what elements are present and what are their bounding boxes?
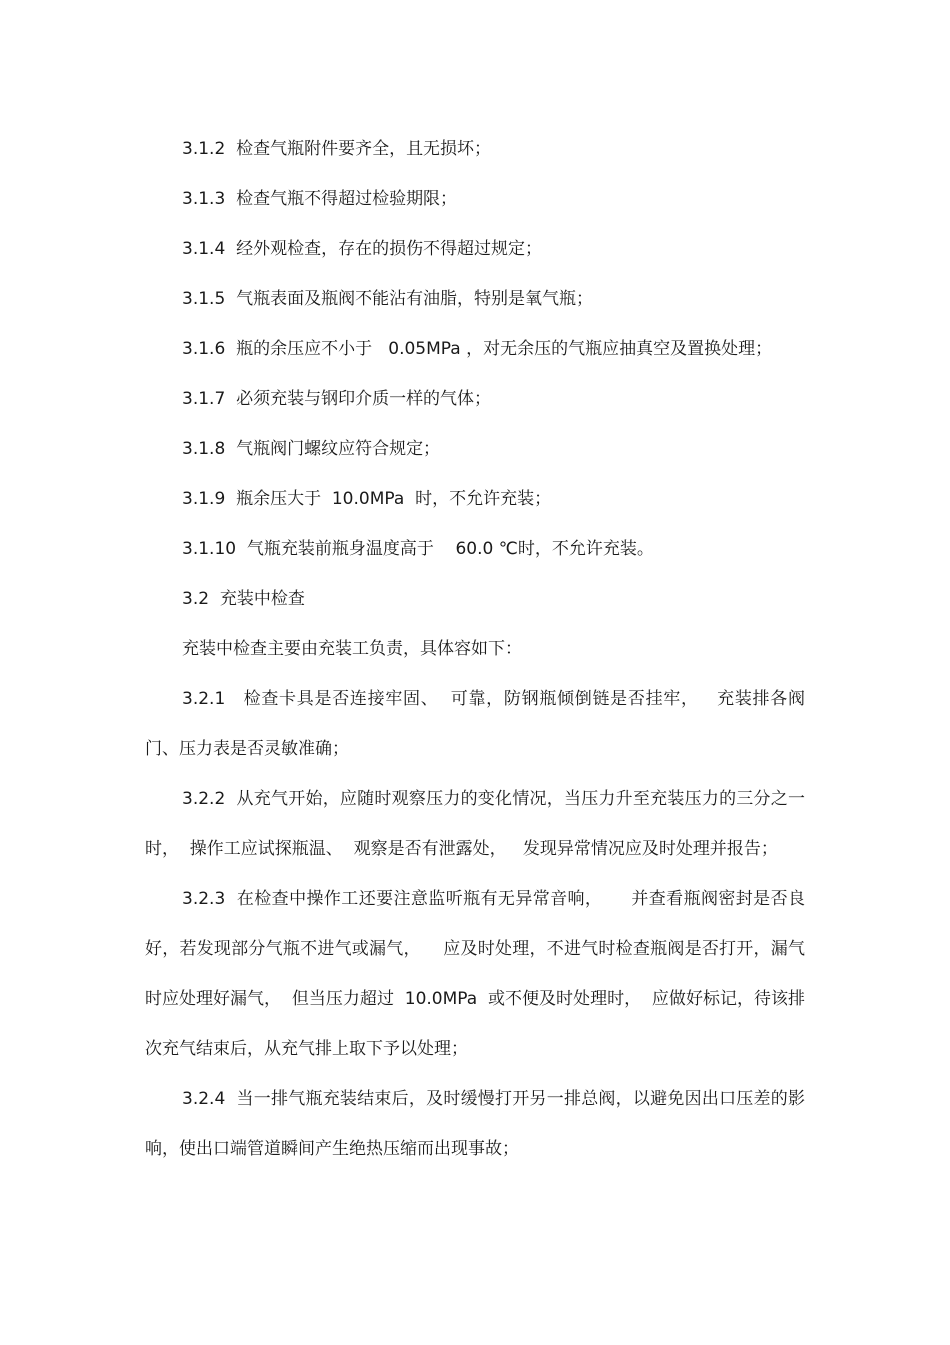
paragraph-3-2-3 — [145, 874, 805, 1074]
paragraph-3-1-3 — [145, 174, 805, 224]
paragraph-3-1-2 — [145, 124, 805, 174]
section-intro — [145, 624, 805, 674]
paragraph-3-2-4 — [145, 1074, 805, 1174]
paragraph-text: 3.1.7 必须充装与钢印介质一样的气体； — [182, 389, 492, 409]
paragraph-3-1-6 — [145, 324, 805, 374]
paragraph-3-1-7 — [145, 374, 805, 424]
paragraph-text: 3.2.4 当一排气瓶充装结束后，及时缓慢打开另一排总阀，以避免因出口压差的影响，使出口端管道瞬间产生绝热压缩而出现事故； — [145, 1089, 805, 1159]
paragraph-3-1-9 — [145, 474, 805, 524]
paragraph-3-1-10 — [145, 524, 805, 574]
paragraph-text: 3.1.8 气瓶阀门螺纹应符合规定； — [182, 439, 441, 459]
paragraph-text: 3.1.6 瓶的余压应不小于 0.05MPa ，对无余压的气瓶应抽真空及置换处理； — [182, 339, 773, 359]
paragraph-3-1-5 — [145, 274, 805, 324]
paragraph-text: 3.2.2 从充气开始，应随时观察压力的变化情况，当压力升至充装压力的三分之一时， 操作工应试探瓶温、 观察是否有泄露处， 发现异常情况应及时处理并报告； — [145, 789, 805, 859]
paragraph-text: 3.2.1 检查卡具是否连接牢固、 可靠，防钢瓶倾倒链是否挂牢， 充装排各阀门、压力表是否灵敏准确； — [145, 689, 805, 759]
paragraph-3-1-8 — [145, 424, 805, 474]
paragraph-text: 3.1.3 检查气瓶不得超过检验期限； — [182, 189, 458, 209]
paragraph-text: 3.1.4 经外观检查，存在的损伤不得超过规定； — [182, 239, 543, 259]
paragraph-text: 3.1.9 瓶余压大于 10.0MPa 时，不允许充装； — [182, 489, 552, 509]
paragraph-3-2-2 — [145, 774, 805, 874]
paragraph-3-2-1 — [145, 674, 805, 774]
paragraph-text: 3.2.3 在检查中操作工还要注意监听瓶有无异常音响， 并查看瓶阀密封是否良好，若发现部分气瓶不进气或漏气， 应及时处理，不进气时检查瓶阀是否打开，漏气时应处理好漏气， 但当压力超过 10.0MPa 或不便及时处理时， 应做好标记，待该排次充气结束后，从充气排上取下予以处理； — [145, 889, 805, 1059]
paragraph-text: 3.1.10 气瓶充装前瓶身温度高于 60.0 ℃时，不允许充装。 — [182, 539, 654, 559]
paragraph-text: 3.1.2 检查气瓶附件要齐全，且无损坏； — [182, 139, 492, 159]
paragraph-3-1-4 — [145, 224, 805, 274]
paragraph-text: 充装中检查主要由充装工负责，具体容如下： — [182, 639, 522, 659]
section-heading-3-2 — [145, 574, 805, 624]
heading-text: 3.2 充装中检查 — [182, 589, 305, 609]
document-body — [145, 124, 805, 1174]
paragraph-text: 3.1.5 气瓶表面及瓶阀不能沾有油脂，特别是氧气瓶； — [182, 289, 594, 309]
